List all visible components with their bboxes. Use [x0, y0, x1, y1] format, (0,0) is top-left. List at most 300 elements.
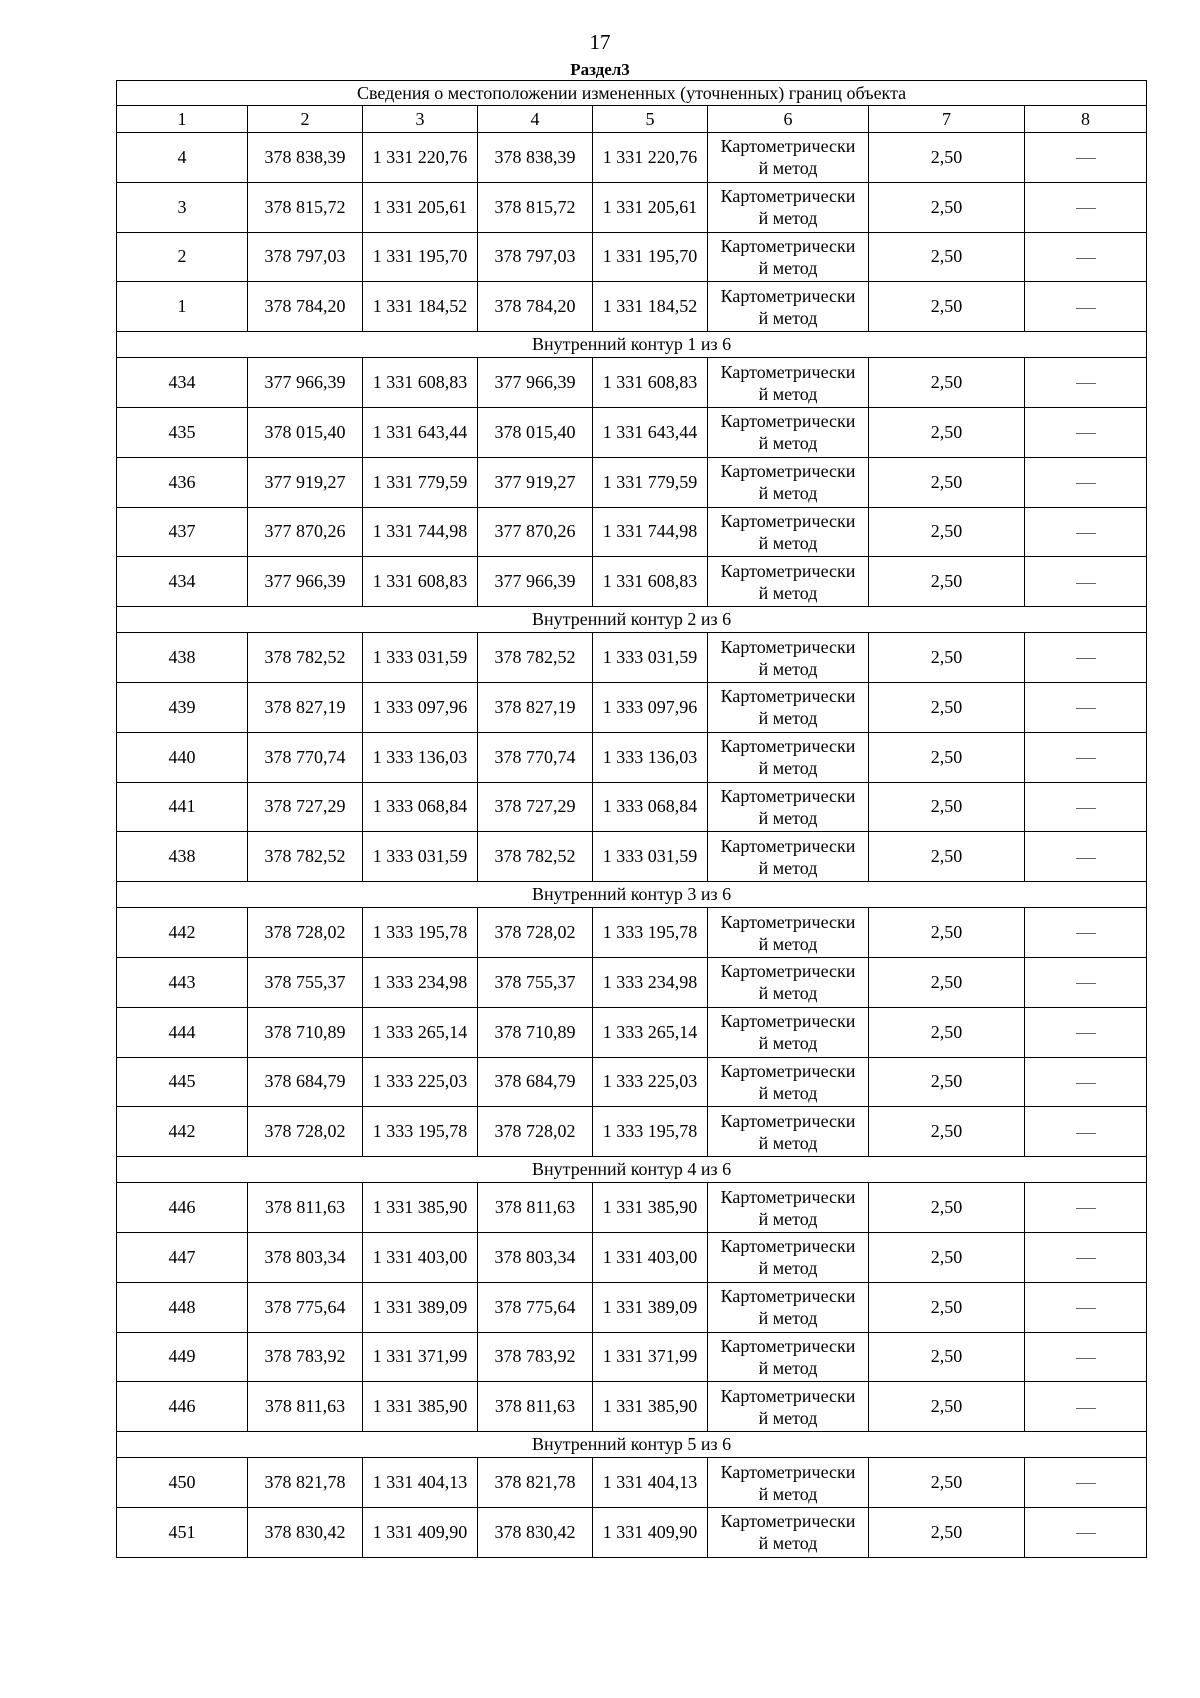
point-number-cell: 2 [117, 232, 248, 282]
y-new-cell: 1 331 404,13 [593, 1458, 708, 1508]
section-label: Раздел3 [570, 60, 630, 79]
description-cell [1025, 1057, 1147, 1107]
y-new-cell: 1 333 068,84 [593, 782, 708, 832]
method-cell [708, 457, 869, 507]
x-new-cell: 377 966,39 [478, 557, 593, 607]
dash-mark [1076, 1083, 1096, 1084]
method-line-2: й метод [758, 807, 818, 828]
description-cell [1025, 1507, 1147, 1557]
accuracy-cell: 2,50 [869, 1107, 1025, 1157]
contour-header-row [117, 882, 1147, 908]
x-existing-cell: 377 870,26 [248, 507, 363, 557]
method-line-2: й метод [758, 1258, 818, 1279]
method-line-2: й метод [758, 857, 818, 878]
accuracy-cell: 2,50 [869, 1057, 1025, 1107]
accuracy-cell: 2,50 [869, 782, 1025, 832]
method-line-2: й метод [758, 483, 818, 504]
y-new-cell: 1 333 031,59 [593, 633, 708, 683]
dash-mark [1076, 433, 1096, 434]
method-line-1: Картометрически [720, 686, 856, 707]
x-new-cell: 378 830,42 [478, 1507, 593, 1557]
point-number-cell: 445 [117, 1057, 248, 1107]
table-row [117, 908, 1147, 958]
contour-label: Внутренний контур 5 из 6 [117, 1432, 1147, 1458]
method-line-1: Картометрически [720, 1461, 856, 1482]
point-number-cell: 437 [117, 507, 248, 557]
x-new-cell: 378 775,64 [478, 1282, 593, 1332]
description-cell [1025, 507, 1147, 557]
x-new-cell: 378 827,19 [478, 682, 593, 732]
point-number-cell: 450 [117, 1458, 248, 1508]
x-new-cell: 378 821,78 [478, 1458, 593, 1508]
table-row [117, 732, 1147, 782]
method-line-1: Картометрически [720, 1110, 856, 1131]
y-existing-cell: 1 333 265,14 [363, 1007, 478, 1057]
method-line-1: Картометрически [720, 235, 856, 256]
dash-mark [1076, 1133, 1096, 1134]
table-row [117, 557, 1147, 607]
y-new-cell: 1 331 608,83 [593, 557, 708, 607]
y-existing-cell: 1 333 225,03 [363, 1057, 478, 1107]
method-line-1: Картометрически [720, 1236, 856, 1257]
accuracy-cell: 2,50 [869, 957, 1025, 1007]
description-cell [1025, 1382, 1147, 1432]
method-line-1: Картометрически [720, 411, 856, 432]
point-number-cell: 438 [117, 832, 248, 882]
method-cell [708, 407, 869, 457]
x-new-cell: 378 755,37 [478, 957, 593, 1007]
accuracy-cell: 2,50 [869, 282, 1025, 332]
dash-mark [1076, 308, 1096, 309]
dash-mark [1076, 1308, 1096, 1309]
description-cell [1025, 457, 1147, 507]
y-existing-cell: 1 333 136,03 [363, 732, 478, 782]
y-existing-cell: 1 331 403,00 [363, 1232, 478, 1282]
dash-mark [1076, 708, 1096, 709]
x-new-cell: 378 710,89 [478, 1007, 593, 1057]
accuracy-cell: 2,50 [869, 732, 1025, 782]
y-new-cell: 1 331 371,99 [593, 1332, 708, 1382]
y-existing-cell: 1 331 220,76 [363, 133, 478, 183]
dash-mark [1076, 258, 1096, 259]
method-cell [708, 1007, 869, 1057]
y-new-cell: 1 333 225,03 [593, 1057, 708, 1107]
method-line-1: Картометрически [720, 186, 856, 207]
x-new-cell: 377 966,39 [478, 358, 593, 408]
x-new-cell: 378 803,34 [478, 1232, 593, 1282]
table-row [117, 682, 1147, 732]
point-number-cell: 451 [117, 1507, 248, 1557]
x-existing-cell: 378 811,63 [248, 1382, 363, 1432]
method-line-1: Картометрически [720, 1186, 856, 1207]
dash-mark [1076, 208, 1096, 209]
accuracy-cell: 2,50 [869, 682, 1025, 732]
x-existing-cell: 378 770,74 [248, 732, 363, 782]
description-cell [1025, 282, 1147, 332]
table-row [117, 358, 1147, 408]
y-existing-cell: 1 331 744,98 [363, 507, 478, 557]
method-line-2: й метод [758, 158, 818, 179]
table-row [117, 407, 1147, 457]
description-cell [1025, 1458, 1147, 1508]
accuracy-cell: 2,50 [869, 908, 1025, 958]
x-existing-cell: 378 838,39 [248, 133, 363, 183]
description-cell [1025, 133, 1147, 183]
y-existing-cell: 1 333 195,78 [363, 1107, 478, 1157]
y-new-cell: 1 333 097,96 [593, 682, 708, 732]
method-line-2: й метод [758, 257, 818, 278]
dash-mark [1076, 1483, 1096, 1484]
table-row [117, 1183, 1147, 1233]
method-cell [708, 1232, 869, 1282]
column-number-2: 2 [248, 106, 363, 133]
method-line-2: й метод [758, 383, 818, 404]
x-existing-cell: 378 797,03 [248, 232, 363, 282]
x-new-cell: 378 782,52 [478, 832, 593, 882]
x-existing-cell: 378 684,79 [248, 1057, 363, 1107]
method-line-2: й метод [758, 758, 818, 779]
x-existing-cell: 377 966,39 [248, 358, 363, 408]
description-cell [1025, 908, 1147, 958]
description-cell [1025, 1007, 1147, 1057]
method-cell [708, 682, 869, 732]
table-row [117, 457, 1147, 507]
x-existing-cell: 378 783,92 [248, 1332, 363, 1382]
table-row [117, 633, 1147, 683]
x-existing-cell: 378 803,34 [248, 1232, 363, 1282]
table-caption: Сведения о местоположении измененных (уточненных) границ объекта [117, 81, 1147, 106]
dash-mark [1076, 1358, 1096, 1359]
table-row [117, 1458, 1147, 1508]
description-cell [1025, 407, 1147, 457]
column-number-3: 3 [363, 106, 478, 133]
y-new-cell: 1 331 643,44 [593, 407, 708, 457]
y-new-cell: 1 331 195,70 [593, 232, 708, 282]
dash-mark [1076, 758, 1096, 759]
accuracy-cell: 2,50 [869, 182, 1025, 232]
x-existing-cell: 378 784,20 [248, 282, 363, 332]
method-line-1: Картометрически [720, 911, 856, 932]
x-existing-cell: 378 821,78 [248, 1458, 363, 1508]
x-new-cell: 378 797,03 [478, 232, 593, 282]
column-number-7: 7 [869, 106, 1025, 133]
boundary-coordinates-table [116, 80, 1147, 1558]
y-new-cell: 1 331 220,76 [593, 133, 708, 183]
method-cell [708, 1107, 869, 1157]
x-new-cell: 378 015,40 [478, 407, 593, 457]
x-new-cell: 378 811,63 [478, 1382, 593, 1432]
method-line-1: Картометрически [720, 510, 856, 531]
description-cell [1025, 682, 1147, 732]
method-cell [708, 282, 869, 332]
method-line-2: й метод [758, 1082, 818, 1103]
point-number-cell: 435 [117, 407, 248, 457]
y-existing-cell: 1 333 068,84 [363, 782, 478, 832]
x-new-cell: 378 815,72 [478, 182, 593, 232]
accuracy-cell: 2,50 [869, 1232, 1025, 1282]
table-row [117, 282, 1147, 332]
y-new-cell: 1 331 389,09 [593, 1282, 708, 1332]
table-row [117, 1007, 1147, 1057]
contour-header-row [117, 332, 1147, 358]
y-existing-cell: 1 331 205,61 [363, 182, 478, 232]
point-number-cell: 4 [117, 133, 248, 183]
dash-mark [1076, 533, 1096, 534]
method-line-1: Картометрически [720, 736, 856, 757]
contour-header-row [117, 607, 1147, 633]
method-line-2: й метод [758, 307, 818, 328]
method-line-1: Картометрически [720, 1511, 856, 1532]
method-cell [708, 358, 869, 408]
table-body [117, 133, 1147, 1558]
y-existing-cell: 1 331 385,90 [363, 1183, 478, 1233]
y-new-cell: 1 331 409,90 [593, 1507, 708, 1557]
point-number-cell: 434 [117, 557, 248, 607]
x-new-cell: 378 727,29 [478, 782, 593, 832]
method-line-2: й метод [758, 433, 818, 454]
x-existing-cell: 378 815,72 [248, 182, 363, 232]
description-cell [1025, 1332, 1147, 1382]
x-new-cell: 378 728,02 [478, 1107, 593, 1157]
y-new-cell: 1 333 136,03 [593, 732, 708, 782]
y-existing-cell: 1 333 195,78 [363, 908, 478, 958]
description-cell [1025, 557, 1147, 607]
description-cell [1025, 358, 1147, 408]
table-row [117, 832, 1147, 882]
point-number-cell: 439 [117, 682, 248, 732]
method-line-1: Картометрически [720, 1335, 856, 1356]
method-line-2: й метод [758, 1533, 818, 1554]
accuracy-cell: 2,50 [869, 457, 1025, 507]
x-new-cell: 378 784,20 [478, 282, 593, 332]
method-line-2: й метод [758, 1308, 818, 1329]
x-existing-cell: 378 728,02 [248, 908, 363, 958]
method-line-2: й метод [758, 933, 818, 954]
accuracy-cell: 2,50 [869, 1507, 1025, 1557]
contour-label: Внутренний контур 1 из 6 [117, 332, 1147, 358]
dash-mark [1076, 983, 1096, 984]
method-line-2: й метод [758, 708, 818, 729]
x-new-cell: 378 782,52 [478, 633, 593, 683]
y-existing-cell: 1 331 643,44 [363, 407, 478, 457]
description-cell [1025, 1183, 1147, 1233]
x-existing-cell: 378 015,40 [248, 407, 363, 457]
accuracy-cell: 2,50 [869, 832, 1025, 882]
method-line-2: й метод [758, 208, 818, 229]
method-cell [708, 782, 869, 832]
description-cell [1025, 182, 1147, 232]
y-new-cell: 1 331 608,83 [593, 358, 708, 408]
point-number-cell: 434 [117, 358, 248, 408]
y-new-cell: 1 333 265,14 [593, 1007, 708, 1057]
method-line-2: й метод [758, 1407, 818, 1428]
y-existing-cell: 1 331 371,99 [363, 1332, 478, 1382]
method-line-1: Картометрически [720, 1011, 856, 1032]
column-number-4: 4 [478, 106, 593, 133]
accuracy-cell: 2,50 [869, 633, 1025, 683]
dash-mark [1076, 1258, 1096, 1259]
method-cell [708, 507, 869, 557]
description-cell [1025, 1107, 1147, 1157]
dash-mark [1076, 1033, 1096, 1034]
table-row [117, 1282, 1147, 1332]
x-existing-cell: 377 966,39 [248, 557, 363, 607]
dash-mark [1076, 583, 1096, 584]
method-line-2: й метод [758, 1357, 818, 1378]
table-row [117, 182, 1147, 232]
method-line-1: Картометрически [720, 961, 856, 982]
contour-label: Внутренний контур 3 из 6 [117, 882, 1147, 908]
dash-mark [1076, 808, 1096, 809]
y-existing-cell: 1 331 608,83 [363, 358, 478, 408]
point-number-cell: 446 [117, 1382, 248, 1432]
dash-mark [1076, 1208, 1096, 1209]
method-cell [708, 908, 869, 958]
y-new-cell: 1 333 195,78 [593, 908, 708, 958]
accuracy-cell: 2,50 [869, 557, 1025, 607]
point-number-cell: 436 [117, 457, 248, 507]
contour-label: Внутренний контур 4 из 6 [117, 1157, 1147, 1183]
y-existing-cell: 1 331 608,83 [363, 557, 478, 607]
y-new-cell: 1 331 184,52 [593, 282, 708, 332]
point-number-cell: 1 [117, 282, 248, 332]
table-row [117, 507, 1147, 557]
page-number: 17 [589, 30, 611, 54]
method-cell [708, 732, 869, 782]
y-existing-cell: 1 333 031,59 [363, 633, 478, 683]
x-new-cell: 378 770,74 [478, 732, 593, 782]
y-existing-cell: 1 331 195,70 [363, 232, 478, 282]
accuracy-cell: 2,50 [869, 1382, 1025, 1432]
method-cell [708, 1332, 869, 1382]
description-cell [1025, 1282, 1147, 1332]
y-new-cell: 1 331 403,00 [593, 1232, 708, 1282]
method-line-1: Картометрически [720, 1385, 856, 1406]
method-line-1: Картометрически [720, 785, 856, 806]
y-existing-cell: 1 333 097,96 [363, 682, 478, 732]
accuracy-cell: 2,50 [869, 1007, 1025, 1057]
point-number-cell: 449 [117, 1332, 248, 1382]
dash-mark [1076, 658, 1096, 659]
y-existing-cell: 1 331 389,09 [363, 1282, 478, 1332]
table-row [117, 1107, 1147, 1157]
y-existing-cell: 1 331 184,52 [363, 282, 478, 332]
method-line-1: Картометрически [720, 835, 856, 856]
method-cell [708, 232, 869, 282]
dash-mark [1076, 858, 1096, 859]
y-existing-cell: 1 331 409,90 [363, 1507, 478, 1557]
method-line-1: Картометрически [720, 461, 856, 482]
accuracy-cell: 2,50 [869, 358, 1025, 408]
point-number-cell: 442 [117, 908, 248, 958]
x-existing-cell: 378 728,02 [248, 1107, 363, 1157]
method-cell [708, 557, 869, 607]
accuracy-cell: 2,50 [869, 1332, 1025, 1382]
column-number-8: 8 [1025, 106, 1147, 133]
table-row [117, 232, 1147, 282]
method-line-1: Картометрически [720, 136, 856, 157]
y-new-cell: 1 333 234,98 [593, 957, 708, 1007]
table-caption-row [117, 81, 1147, 106]
method-cell [708, 957, 869, 1007]
dash-mark [1076, 1408, 1096, 1409]
y-new-cell: 1 331 385,90 [593, 1183, 708, 1233]
method-cell [708, 1382, 869, 1432]
accuracy-cell: 2,50 [869, 1282, 1025, 1332]
dash-mark [1076, 933, 1096, 934]
column-number-6: 6 [708, 106, 869, 133]
accuracy-cell: 2,50 [869, 407, 1025, 457]
description-cell [1025, 232, 1147, 282]
y-new-cell: 1 331 744,98 [593, 507, 708, 557]
y-new-cell: 1 333 195,78 [593, 1107, 708, 1157]
method-line-2: й метод [758, 1033, 818, 1054]
y-existing-cell: 1 331 385,90 [363, 1382, 478, 1432]
dash-mark [1076, 1533, 1096, 1534]
method-line-2: й метод [758, 1208, 818, 1229]
x-existing-cell: 378 827,19 [248, 682, 363, 732]
point-number-cell: 442 [117, 1107, 248, 1157]
dash-mark [1076, 158, 1096, 159]
point-number-cell: 444 [117, 1007, 248, 1057]
method-line-2: й метод [758, 1483, 818, 1504]
x-new-cell: 378 811,63 [478, 1183, 593, 1233]
contour-label: Внутренний контур 2 из 6 [117, 607, 1147, 633]
point-number-cell: 446 [117, 1183, 248, 1233]
accuracy-cell: 2,50 [869, 507, 1025, 557]
x-existing-cell: 378 782,52 [248, 633, 363, 683]
x-existing-cell: 378 811,63 [248, 1183, 363, 1233]
x-existing-cell: 378 830,42 [248, 1507, 363, 1557]
y-new-cell: 1 331 385,90 [593, 1382, 708, 1432]
table-row [117, 782, 1147, 832]
method-cell [708, 1458, 869, 1508]
y-existing-cell: 1 333 031,59 [363, 832, 478, 882]
description-cell [1025, 1232, 1147, 1282]
accuracy-cell: 2,50 [869, 1458, 1025, 1508]
y-existing-cell: 1 331 404,13 [363, 1458, 478, 1508]
contour-header-row [117, 1157, 1147, 1183]
y-new-cell: 1 333 031,59 [593, 832, 708, 882]
point-number-cell: 440 [117, 732, 248, 782]
x-existing-cell: 378 755,37 [248, 957, 363, 1007]
table-row [117, 1507, 1147, 1557]
table-row [117, 957, 1147, 1007]
y-existing-cell: 1 333 234,98 [363, 957, 478, 1007]
method-line-1: Картометрически [720, 1286, 856, 1307]
x-existing-cell: 378 775,64 [248, 1282, 363, 1332]
y-new-cell: 1 331 205,61 [593, 182, 708, 232]
accuracy-cell: 2,50 [869, 232, 1025, 282]
method-cell [708, 1507, 869, 1557]
method-cell [708, 1282, 869, 1332]
description-cell [1025, 957, 1147, 1007]
table-row [117, 1382, 1147, 1432]
method-cell [708, 633, 869, 683]
description-cell [1025, 832, 1147, 882]
method-line-2: й метод [758, 532, 818, 553]
method-line-2: й метод [758, 1132, 818, 1153]
description-cell [1025, 732, 1147, 782]
method-cell [708, 832, 869, 882]
method-line-1: Картометрически [720, 560, 856, 581]
x-existing-cell: 378 710,89 [248, 1007, 363, 1057]
table-row [117, 1232, 1147, 1282]
method-cell [708, 133, 869, 183]
x-new-cell: 378 728,02 [478, 908, 593, 958]
x-new-cell: 378 838,39 [478, 133, 593, 183]
x-new-cell: 377 870,26 [478, 507, 593, 557]
